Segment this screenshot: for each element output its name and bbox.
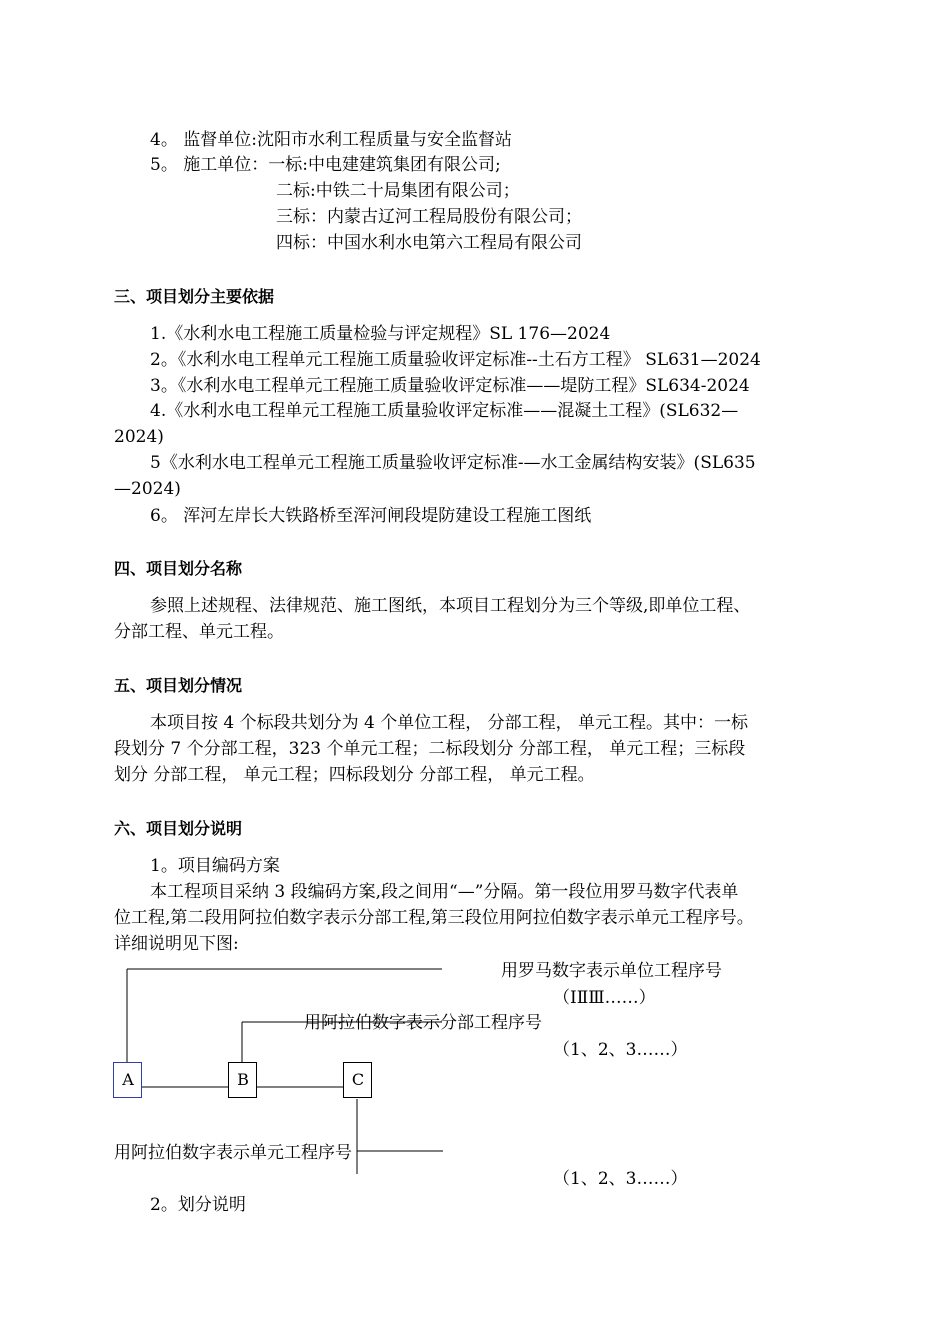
contractor-line-2: 二标:中铁二十局集团有限公司；: [276, 181, 520, 201]
section-heading-name: 四、项目划分名称: [114, 559, 243, 578]
reference-item-1: 1.《水利水电工程施工质量检验与评定规程》SL 176—2024: [150, 324, 611, 344]
division-status-para-3: 划分 分部工程， 单元工程；四标段划分 分部工程， 单元工程。: [114, 765, 595, 785]
contractor-line-3: 三标：内蒙古辽河工程局股份有限公司；: [276, 207, 582, 227]
reference-item-6: 6。 浑河左岸长大铁路桥至浑河闸段堤防建设工程施工图纸: [150, 506, 592, 526]
division-status-para-2: 段划分 7 个分部工程，323 个单元工程；二标段划分 分部工程， 单元工程；三标段: [114, 739, 746, 759]
division-name-para-2: 分部工程、单元工程。: [114, 622, 284, 642]
section-heading-basis: 三、项目划分主要依据: [114, 287, 275, 306]
coding-para-1: 本工程项目采纳 3 段编码方案,段之间用“—”分隔。第一段位用罗马数字代表单: [150, 882, 739, 902]
element-code-sub: （1、2、3……）: [553, 1169, 688, 1189]
division-name-para-1: 参照上述规程、法律规范、施工图纸，本项目工程划分为三个等级,即单位工程、: [150, 596, 751, 616]
division-status-para-1: 本项目按 4 个标段共划分为 4 个单位工程， 分部工程， 单元工程。其中：一标: [150, 713, 749, 733]
reference-item-2: 2。《水利水电工程单元工程施工质量验收评定标准--土石方工程》 SL631—2024: [150, 350, 761, 370]
section-heading-explanation: 六、项目划分说明: [114, 819, 243, 838]
coding-para-3: 详细说明见下图:: [114, 934, 239, 954]
unit-code-label: 用罗马数字表示单位工程序号: [501, 961, 722, 981]
reference-item-4-cont: 2024): [114, 427, 164, 447]
reference-item-4: 4.《水利水电工程单元工程施工质量验收评定标准——混凝土工程》(SL632—: [150, 401, 739, 421]
contractor-line-4: 四标：中国水利水电第六工程局有限公司: [276, 233, 582, 253]
reference-item-3: 3。《水利水电工程单元工程施工质量验收评定标准——堤防工程》SL634-2024: [150, 376, 750, 396]
reference-item-5: 5《水利水电工程单元工程施工质量验收评定标准-—水工金属结构安装》(SL635: [150, 453, 756, 473]
contractor-line-1: 5。 施工单位：一标:中电建建筑集团有限公司;: [150, 155, 501, 175]
box-a-label: A: [122, 1070, 134, 1089]
reference-item-5-cont: —2024): [114, 479, 181, 499]
coding-scheme-subheading: 1。项目编码方案: [150, 856, 280, 876]
supervisor-unit-line: 4。 监督单位:沈阳市水利工程质量与安全监督站: [150, 130, 512, 150]
box-b-label: B: [237, 1070, 249, 1089]
part-code-sub: （1、2、3……）: [553, 1040, 688, 1060]
coding-para-2: 位工程,第二段用阿拉伯数字表示分部工程,第三段位用阿拉伯数字表示单元工程序号。: [114, 908, 754, 928]
element-code-label: 用阿拉伯数字表示单元工程序号: [114, 1143, 352, 1163]
section-heading-status: 五、项目划分情况: [114, 676, 243, 695]
unit-code-sub: （ⅠⅡⅢ……）: [553, 988, 656, 1008]
division-explanation-subheading: 2。划分说明: [150, 1195, 246, 1215]
box-c-label: C: [351, 1070, 365, 1089]
part-code-label: 用阿拉伯数字表示分部工程序号: [304, 1013, 542, 1033]
